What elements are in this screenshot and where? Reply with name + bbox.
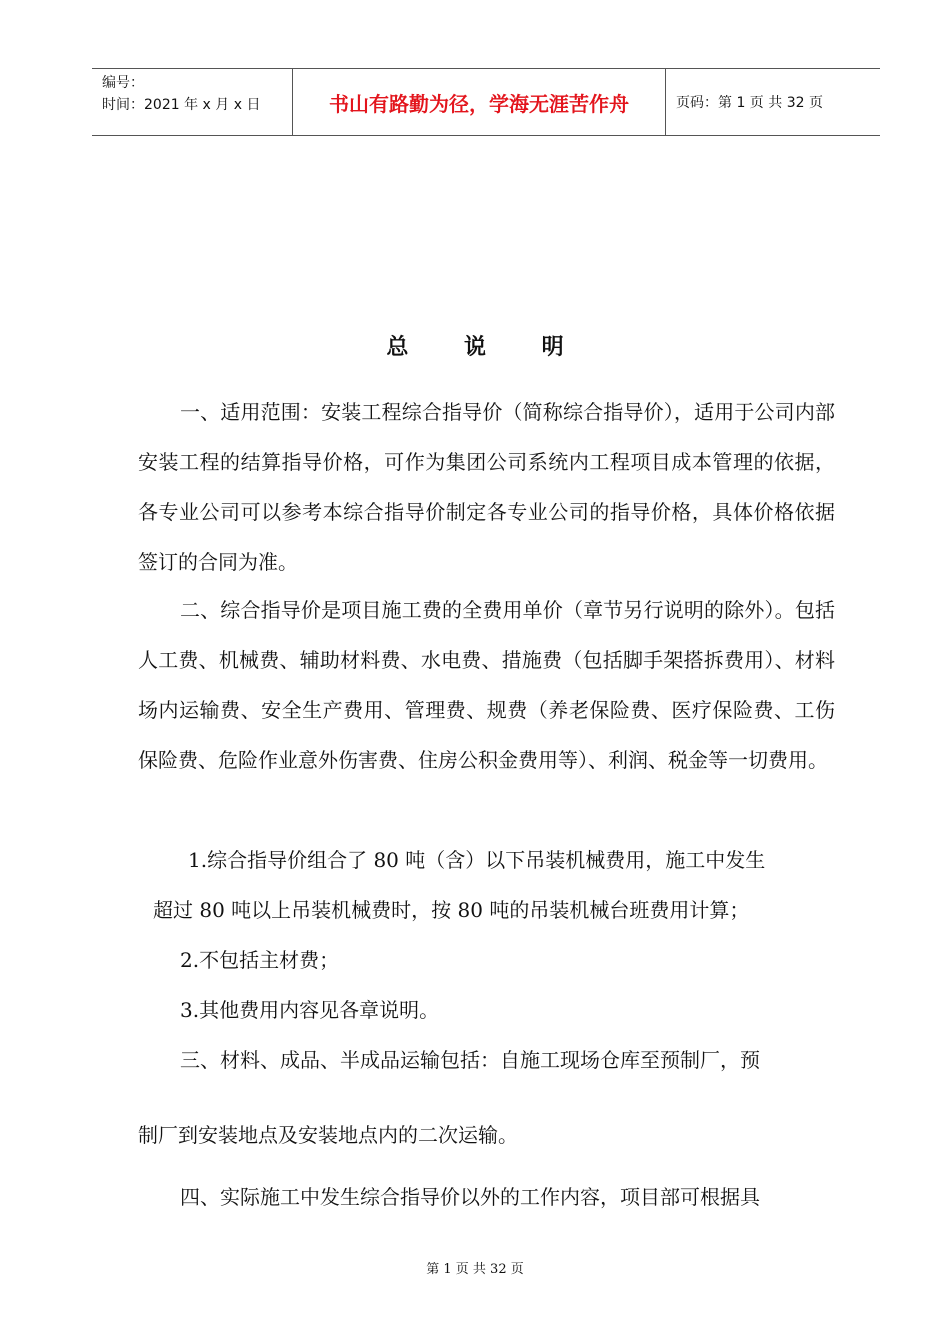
header-motto: 书山有路勤为径，学海无涯苦作舟	[329, 91, 629, 116]
paragraph-scope: 一、适用范围：安装工程综合指导价（简称综合指导价），适用于公司内部安装工程的结算指导价格，可作为集团公司系统内工程项目成本管理的依据，各专业公司可以参考本综合指导价制定各专业公司的指导价格，具体价格依据签订的合同为准。	[138, 400, 835, 574]
document-date: 时间：2021 年 x 月 x 日	[102, 97, 261, 113]
document-title: 总 说 明	[386, 335, 588, 360]
list-item-3: 3.其他费用内容见各章说明。	[180, 998, 440, 1022]
paragraph-extra-work: 四、实际施工中发生综合指导价以外的工作内容，项目部可根据具	[180, 1185, 760, 1209]
paragraph-transport-continued: 制厂到安装地点及安装地点内的二次运输。	[138, 1123, 518, 1147]
list-item-1-continued: 超过 80 吨以上吊装机械费时，按 80 吨的吊装机械台班费用计算；	[153, 898, 750, 922]
header-page-info: 页码：第 1 页 共 32 页	[676, 95, 823, 111]
page-footer: 第 1 页 共 32 页	[426, 1262, 524, 1277]
header-meta	[92, 69, 292, 135]
document-number-label: 编号：	[102, 75, 144, 91]
paragraph-price-composition: 二、综合指导价是项目施工费的全费用单价（章节另行说明的除外）。包括人工费、机械费、辅助材料费、水电费、措施费（包括脚手架搭拆费用）、材料场内运输费、安全生产费用、管理费、规费（养老保险费、医疗保险费、工伤保险费、危险作业意外伤害费、住房公积金费用等）、利润、税金等一切费用。	[138, 598, 835, 772]
header-motto-cell	[292, 69, 666, 135]
list-item-2: 2.不包括主材费；	[180, 948, 340, 972]
page-header	[92, 68, 880, 136]
list-item-1: 1.综合指导价组合了 80 吨（含）以下吊装机械费用，施工中发生	[188, 848, 766, 872]
paragraph-transport: 三、材料、成品、半成品运输包括：自施工现场仓库至预制厂，预	[180, 1048, 760, 1072]
